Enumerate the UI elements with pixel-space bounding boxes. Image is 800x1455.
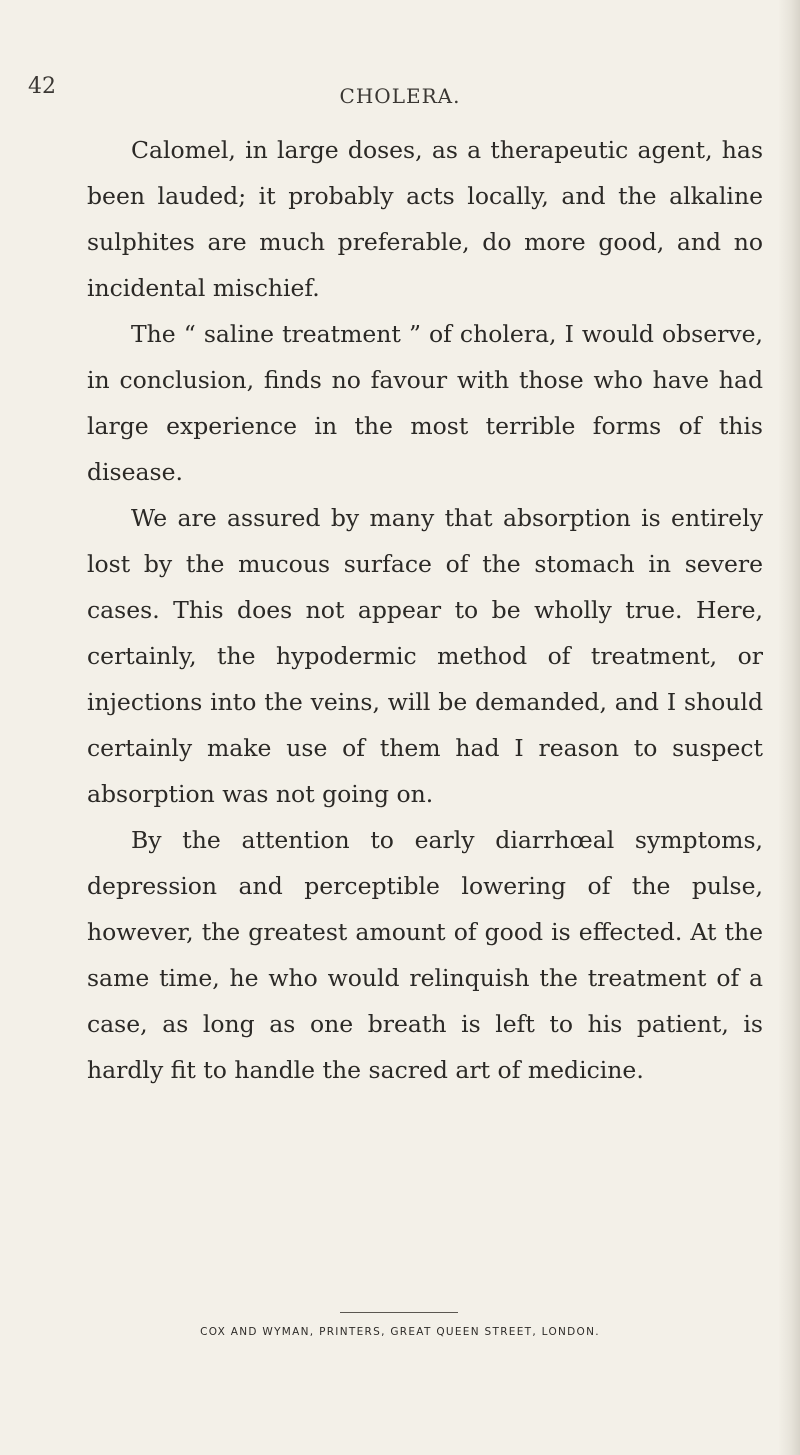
footer-rule	[340, 1312, 458, 1313]
running-head: CHOLERA.	[339, 84, 461, 108]
paragraph-early-symptoms: By the attention to early diarrhœal symptoms, depression and perceptible lowering of the pulse, however, the greatest amount of good is effected. At the same time, he who would relinquish the treatment of a case, as long as one breath is left to his patient, is hardly fit to handle the sacred art of medicine.	[87, 826, 763, 1084]
paragraph-saline-treatment: The “ saline treatment ” of cholera, I would observe, in conclusion, finds no favour with those who have had large experience in the most terrible forms of this disease.	[87, 320, 763, 486]
page-number: 42	[28, 74, 56, 99]
page-edge-shadow	[778, 0, 800, 1455]
body-text	[87, 127, 763, 1093]
printer-imprint: COX AND WYMAN, PRINTERS, GREAT QUEEN STREET, LONDON.	[200, 1326, 600, 1338]
paragraph-calomel: Calomel, in large doses, as a therapeutic agent, has been lauded; it probably acts locally, and the alkaline sulphites are much preferable, do more good, and no incidental mischief.	[87, 136, 763, 302]
paragraph-absorption: We are assured by many that absorption is entirely lost by the mucous surface of the stomach in severe cases. This does not appear to be wholly true. Here, certainly, the hypodermic method of treatment, or injections into the veins, will be demanded, and I should certainly make use of them had I reason to suspect absorption was not going on.	[87, 504, 763, 808]
